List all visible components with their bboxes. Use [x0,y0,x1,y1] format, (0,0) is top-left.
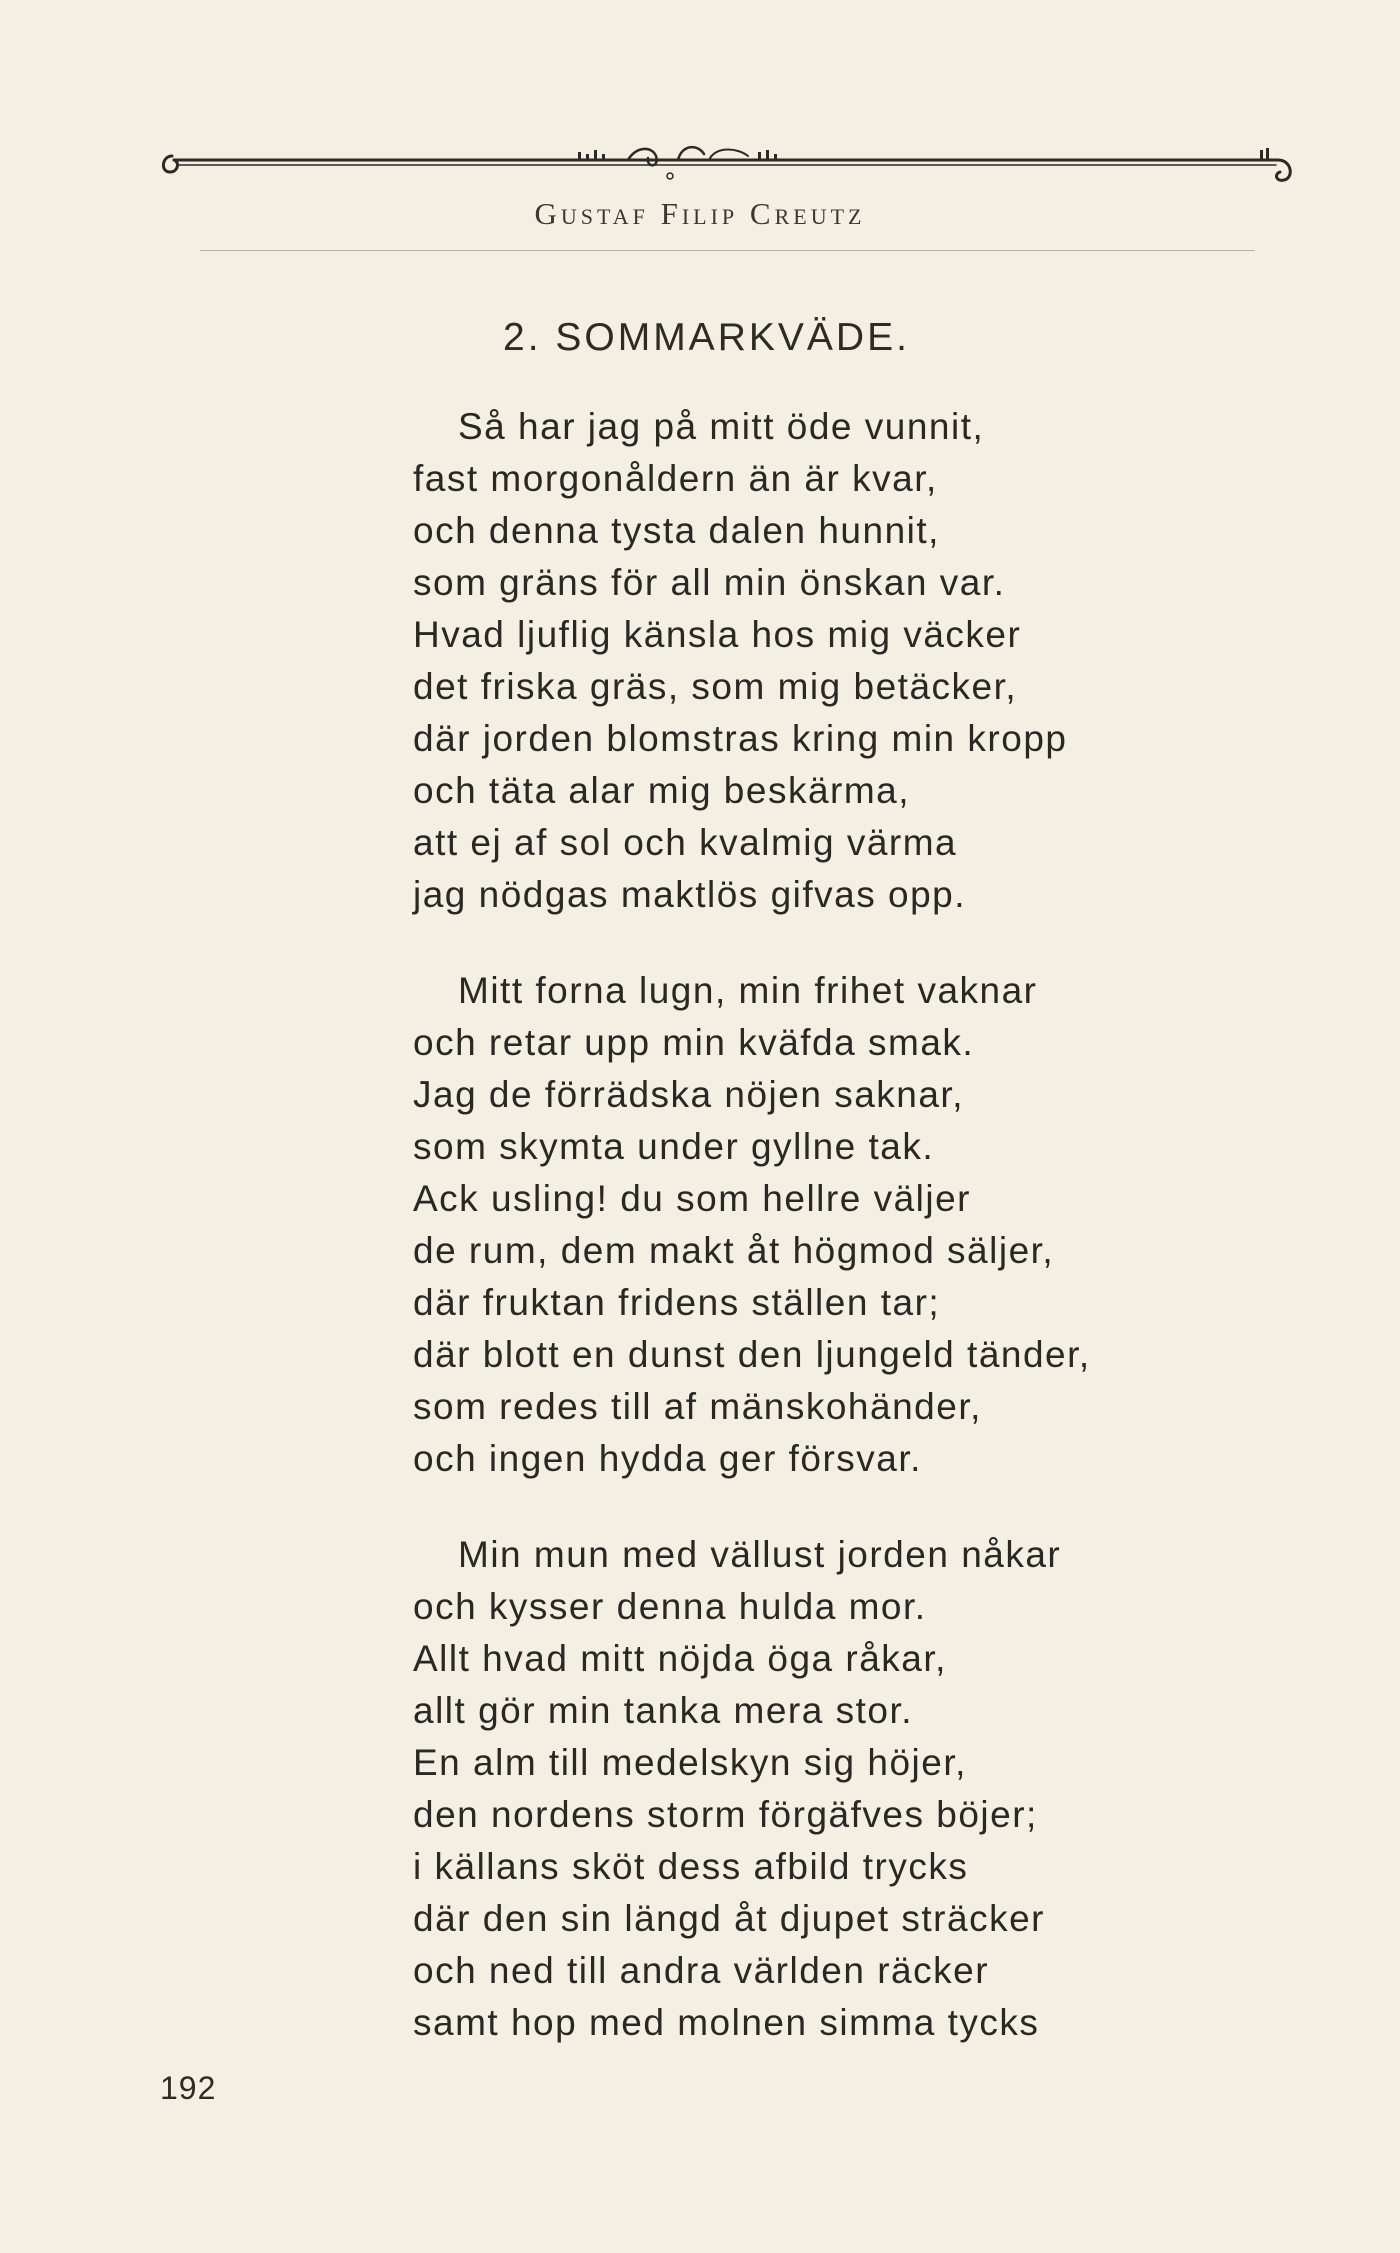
poem-line: Min mun med vällust jorden nåkar [458,1534,1062,1575]
poem-line: det friska gräs, som mig betäcker, [413,666,1018,707]
stanza-3 [413,1529,1061,2049]
poem-line: de rum, dem makt åt högmod säljer, [413,1230,1055,1271]
poem-line: och retar upp min kväfda smak. [413,1022,975,1063]
poem-line: fast morgonåldern än är kvar, [413,458,938,499]
poem-line: där blott en dunst den ljungeld tänder, [413,1334,1091,1375]
stanza-2 [413,965,1091,1485]
header-divider [200,250,1255,251]
poem-line: Hvad ljuflig känsla hos mig väcker [413,614,1022,655]
poem-line: som redes till af mänskohänder, [413,1386,982,1427]
poem-line: En alm till medelskyn sig höjer, [413,1742,967,1783]
poem-line: den nordens storm förgäfves böjer; [413,1794,1038,1835]
poem-line: och ned till andra världen räcker [413,1950,990,1991]
poem-line: där jorden blomstras kring min kropp [413,718,1068,759]
poem-line: Ack usling! du som hellre väljer [413,1178,971,1219]
poem-line: samt hop med molnen simma tycks [413,2002,1040,2043]
page-number: 192 [160,2070,217,2106]
poem-line: och täta alar mig beskärma, [413,770,911,811]
poem-line: Jag de förrädska nöjen saknar, [413,1074,964,1115]
poem-line: Allt hvad mitt nöjda öga råkar, [413,1638,947,1679]
poem-line: som skymta under gyllne tak. [413,1126,935,1167]
poem-line: och denna tysta dalen hunnit, [413,510,940,551]
poem-line: att ej af sol och kvalmig värma [413,822,958,863]
poem-line: i källans sköt dess afbild trycks [413,1846,969,1887]
poem-line: där fruktan fridens ställen tar; [413,1282,941,1323]
poem-line: Mitt forna lugn, min frihet vaknar [458,970,1038,1011]
poem-line: Så har jag på mitt öde vunnit, [458,406,985,447]
poem-line: där den sin längd åt djupet sträcker [413,1898,1045,1939]
poem-line: allt gör min tanka mera stor. [413,1690,914,1731]
poem-line: jag nödgas maktlös gifvas opp. [413,874,967,915]
poem-line: som gräns för all min önskan var. [413,562,1006,603]
poem-line: och kysser denna hulda mor. [413,1586,927,1627]
header-ornament [158,138,1298,194]
running-head-author: Gustaf Filip Creutz [534,196,866,231]
stanza-1 [413,401,1067,921]
poem-title: 2. SOMMARKVÄDE. [503,316,910,359]
poem-line: och ingen hydda ger försvar. [413,1438,922,1479]
